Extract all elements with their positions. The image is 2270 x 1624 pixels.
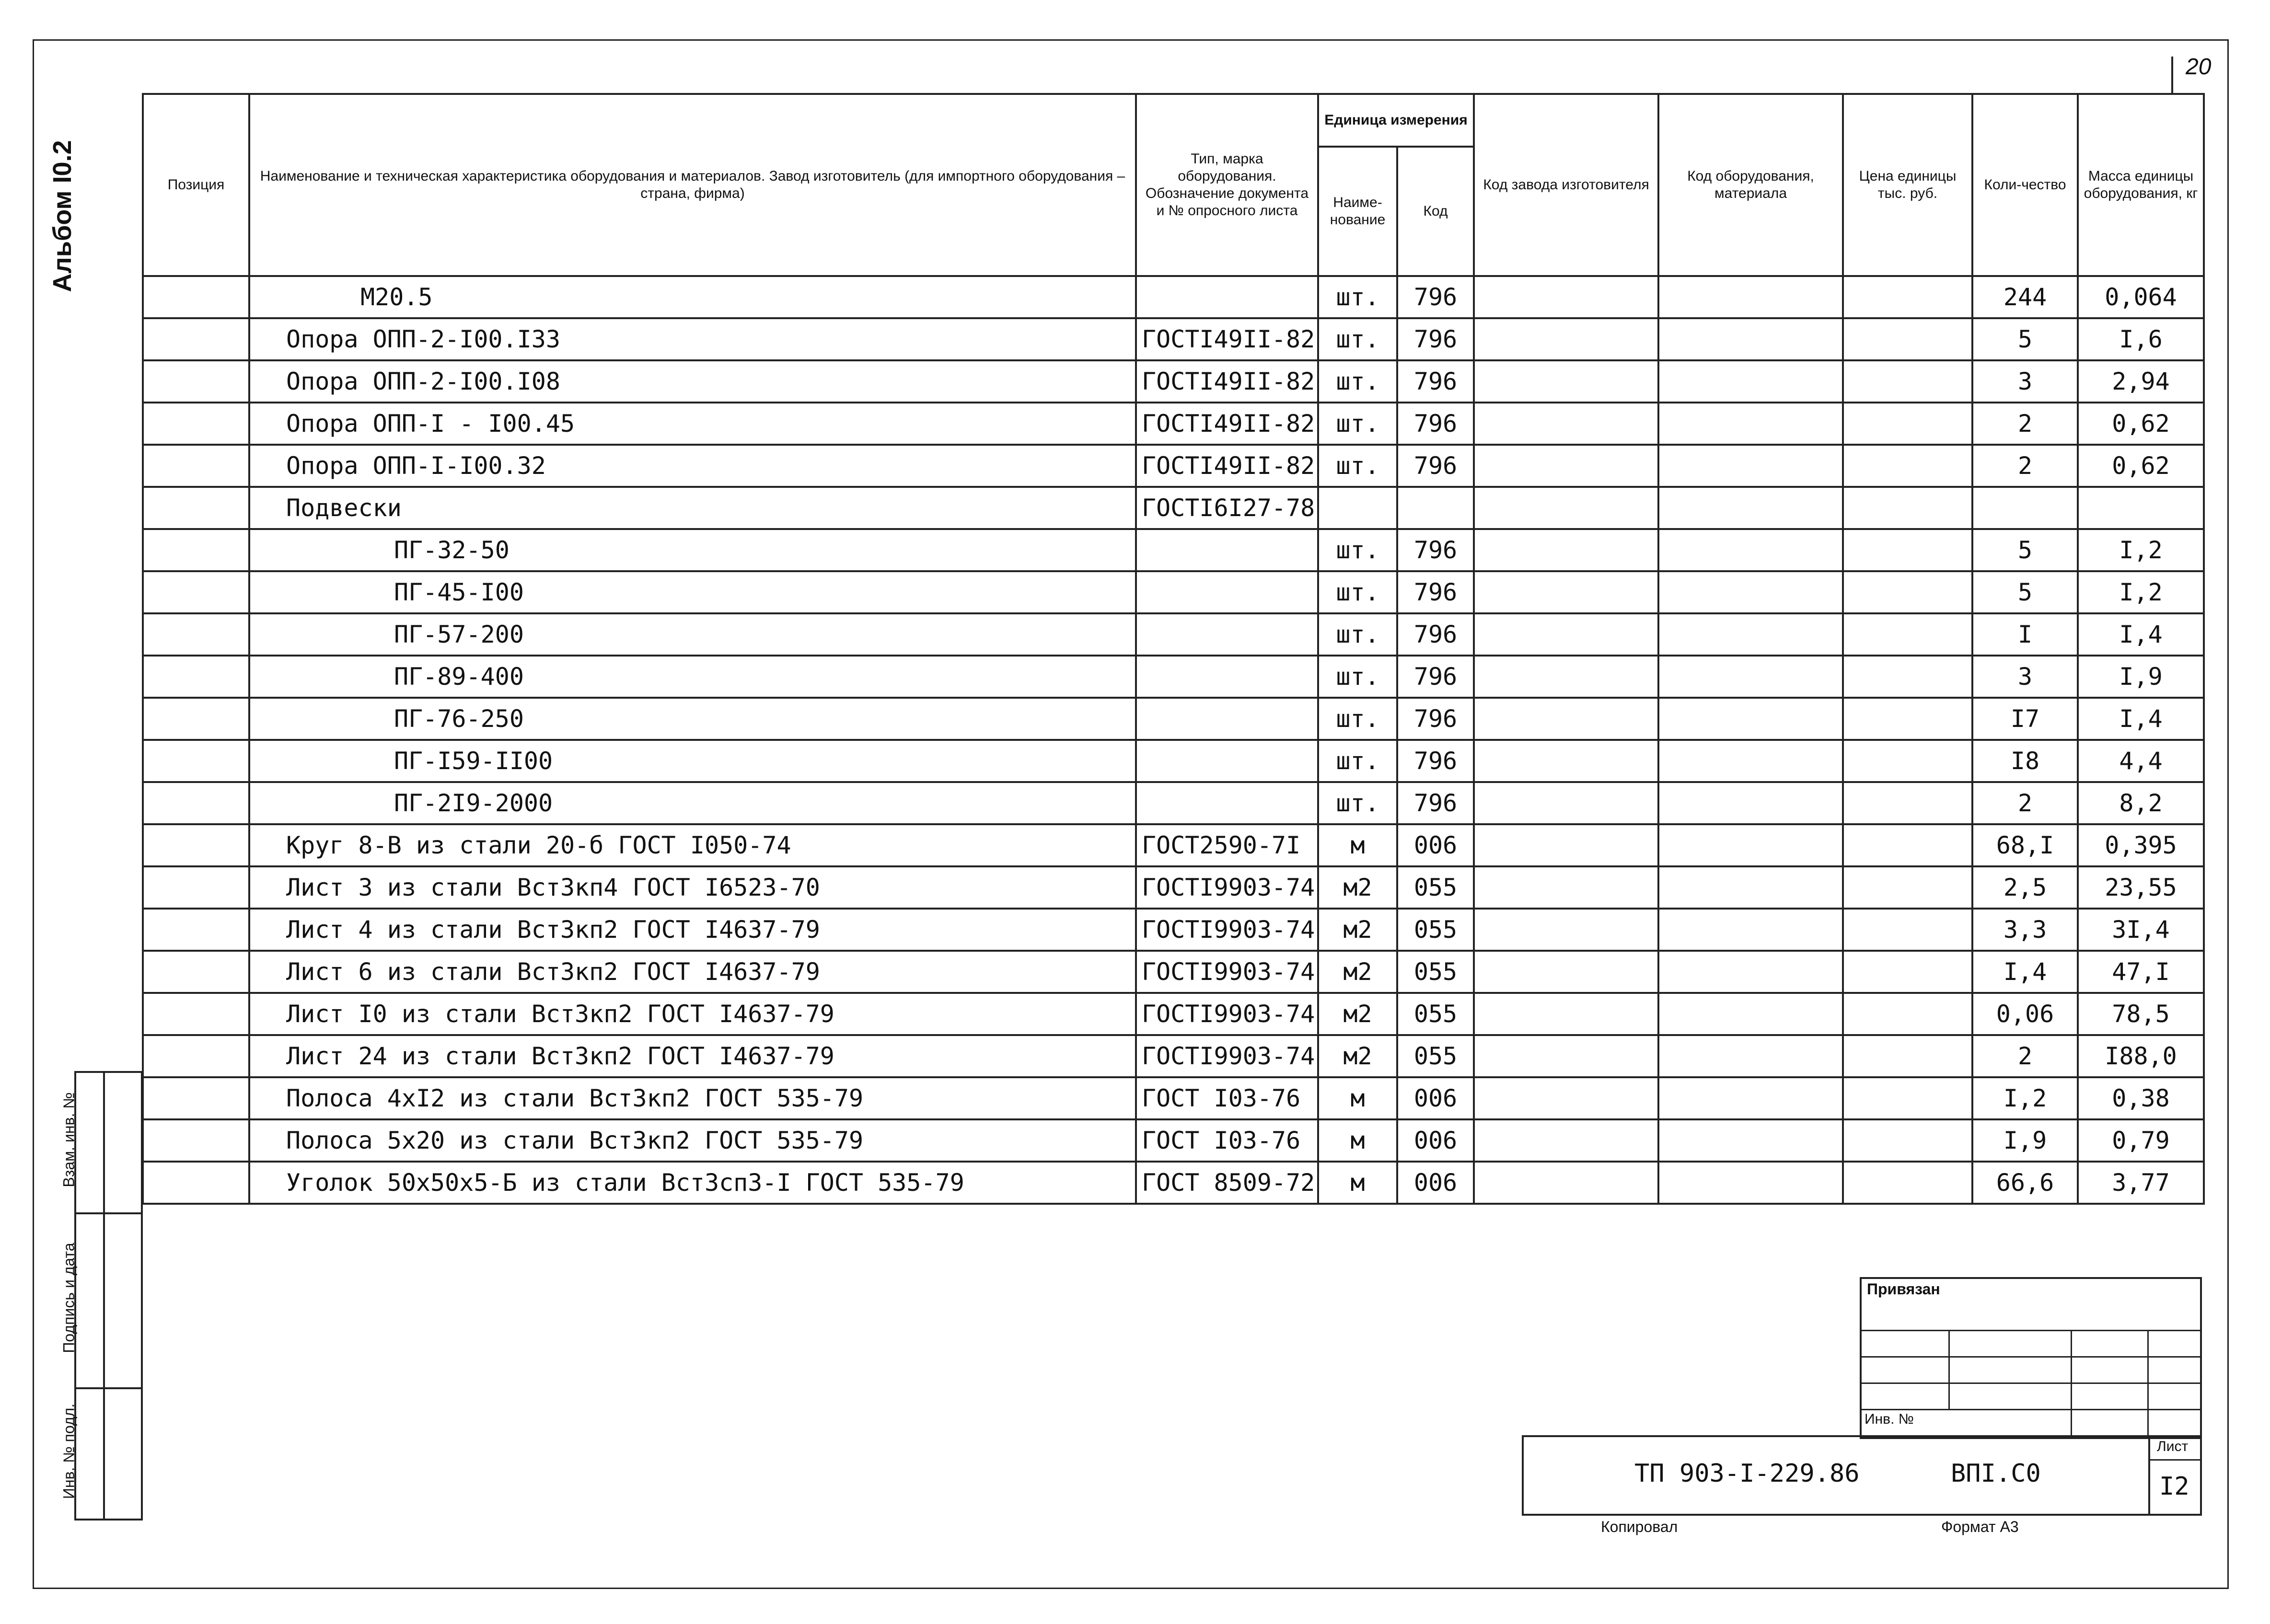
cell-unit: м <box>1318 1162 1397 1204</box>
cell-qty: 2 <box>1972 403 2078 445</box>
cell-plant-code <box>1474 698 1658 740</box>
cell-type: ГОСТI9903-74 <box>1136 951 1318 993</box>
cell-equip-code <box>1658 445 1843 487</box>
cell-position <box>143 445 249 487</box>
cell-name: ПГ-57-200 <box>249 613 1136 656</box>
cell-qty: 66,6 <box>1972 1162 2078 1204</box>
table-row <box>143 909 2204 951</box>
cell-unit: шт. <box>1318 656 1397 698</box>
header-unit-name: Наиме-нование <box>1318 147 1397 276</box>
table-row <box>143 403 2204 445</box>
cell-unit: шт. <box>1318 782 1397 824</box>
cell-qty: 2 <box>1972 1035 2078 1077</box>
cell-unit-code: 796 <box>1397 318 1474 360</box>
cell-unit: шт. <box>1318 613 1397 656</box>
cell-plant-code <box>1474 1119 1658 1162</box>
cell-plant-code <box>1474 1035 1658 1077</box>
cell-qty: 68,I <box>1972 824 2078 866</box>
table-row <box>143 276 2204 318</box>
cell-price <box>1843 824 1972 866</box>
cell-price <box>1843 909 1972 951</box>
cell-type <box>1136 698 1318 740</box>
table-row <box>143 613 2204 656</box>
table-row <box>143 445 2204 487</box>
cell-price <box>1843 360 1972 403</box>
table-row <box>143 740 2204 782</box>
cell-equip-code <box>1658 1119 1843 1162</box>
cell-unit: м2 <box>1318 1035 1397 1077</box>
cell-position <box>143 740 249 782</box>
cell-type <box>1136 782 1318 824</box>
cell-plant-code <box>1474 403 1658 445</box>
cell-plant-code <box>1474 529 1658 571</box>
cell-qty: 2 <box>1972 445 2078 487</box>
cell-name: Лист 24 из стали ВстЗкп2 ГОСТ I4637-79 <box>249 1035 1136 1077</box>
table-row <box>143 487 2204 529</box>
cell-price <box>1843 1035 1972 1077</box>
cell-unit: шт. <box>1318 740 1397 782</box>
cell-name: Опора ОПП-I-I00.32 <box>249 445 1136 487</box>
cell-price <box>1843 1077 1972 1119</box>
stamp-grid-h1 <box>1860 1330 2200 1331</box>
cell-qty: 2,5 <box>1972 866 2078 909</box>
cell-mass: I,4 <box>2078 698 2204 740</box>
cell-qty: 5 <box>1972 529 2078 571</box>
cell-position <box>143 824 249 866</box>
cell-unit-code: 006 <box>1397 824 1474 866</box>
table-row <box>143 993 2204 1035</box>
cell-position <box>143 403 249 445</box>
cell-plant-code <box>1474 740 1658 782</box>
cell-type: ГОСТI49II-82 <box>1136 360 1318 403</box>
cell-qty: I8 <box>1972 740 2078 782</box>
cell-price <box>1843 740 1972 782</box>
page-number: 20 <box>2186 54 2212 80</box>
cell-plant-code <box>1474 360 1658 403</box>
cell-plant-code <box>1474 909 1658 951</box>
cell-mass: 2,94 <box>2078 360 2204 403</box>
cell-unit-code: 796 <box>1397 613 1474 656</box>
cell-plant-code <box>1474 993 1658 1035</box>
side-hline-1 <box>74 1212 141 1214</box>
header-type: Тип, марка оборудования. Обозначение документа и № опросного листа <box>1136 94 1318 276</box>
cell-position <box>143 1162 249 1204</box>
cell-type: ГОСТ I03-76 <box>1136 1119 1318 1162</box>
cell-type: ГОСТI49II-82 <box>1136 403 1318 445</box>
cell-unit: м2 <box>1318 993 1397 1035</box>
cell-mass: 3,77 <box>2078 1162 2204 1204</box>
cell-name: ПГ-76-250 <box>249 698 1136 740</box>
cell-plant-code <box>1474 951 1658 993</box>
cell-position <box>143 571 249 613</box>
cell-name: ПГ-89-400 <box>249 656 1136 698</box>
cell-unit-code: 796 <box>1397 445 1474 487</box>
header-unit-code: Код <box>1397 147 1474 276</box>
cell-qty: 244 <box>1972 276 2078 318</box>
cell-equip-code <box>1658 740 1843 782</box>
cell-unit-code: 796 <box>1397 529 1474 571</box>
cell-qty: I,9 <box>1972 1119 2078 1162</box>
table-row <box>143 698 2204 740</box>
cell-unit: м <box>1318 1077 1397 1119</box>
cell-type: ГОСТI9903-74 <box>1136 1035 1318 1077</box>
side-hline-2 <box>74 1387 141 1389</box>
cell-name: Лист 6 из стали ВстЗкп2 ГОСТ I4637-79 <box>249 951 1136 993</box>
stamp-sheet-label: Лист <box>2157 1439 2189 1454</box>
cell-plant-code <box>1474 1162 1658 1204</box>
cell-unit: шт. <box>1318 403 1397 445</box>
cell-equip-code <box>1658 276 1843 318</box>
cell-position <box>143 487 249 529</box>
stamp-grid-h4 <box>1860 1409 2200 1410</box>
cell-qty: I,2 <box>1972 1077 2078 1119</box>
cell-equip-code <box>1658 656 1843 698</box>
cell-equip-code <box>1658 782 1843 824</box>
cell-name: Лист I0 из стали ВстЗкп2 ГОСТ I4637-79 <box>249 993 1136 1035</box>
cell-unit-code: 055 <box>1397 866 1474 909</box>
cell-position <box>143 656 249 698</box>
cell-mass: 0,79 <box>2078 1119 2204 1162</box>
cell-type: ГОСТI49II-82 <box>1136 318 1318 360</box>
cell-price <box>1843 866 1972 909</box>
cell-price <box>1843 529 1972 571</box>
cell-mass: I,4 <box>2078 613 2204 656</box>
cell-mass: 47,I <box>2078 951 2204 993</box>
cell-type <box>1136 740 1318 782</box>
cell-unit-code <box>1397 487 1474 529</box>
stamp-mark: ВПI.С0 <box>1951 1459 2041 1488</box>
header-equip-code: Код оборудования, материала <box>1658 94 1843 276</box>
cell-equip-code <box>1658 824 1843 866</box>
cell-price <box>1843 445 1972 487</box>
cell-price <box>1843 487 1972 529</box>
cell-price <box>1843 1162 1972 1204</box>
cell-position <box>143 1035 249 1077</box>
cell-equip-code <box>1658 613 1843 656</box>
cell-qty: 5 <box>1972 571 2078 613</box>
cell-unit: м <box>1318 824 1397 866</box>
cell-equip-code <box>1658 571 1843 613</box>
cell-unit-code: 796 <box>1397 571 1474 613</box>
cell-unit-code: 055 <box>1397 909 1474 951</box>
cell-plant-code <box>1474 276 1658 318</box>
table-row <box>143 1035 2204 1077</box>
cell-unit-code: 006 <box>1397 1162 1474 1204</box>
stamp-title-box <box>1522 1435 2202 1516</box>
stamp-inv-no-label: Инв. № <box>1865 1411 1914 1427</box>
cell-name: ПГ-2I9-2000 <box>249 782 1136 824</box>
cell-mass <box>2078 487 2204 529</box>
cell-equip-code <box>1658 993 1843 1035</box>
cell-plant-code <box>1474 656 1658 698</box>
cell-type <box>1136 656 1318 698</box>
cell-qty: I <box>1972 613 2078 656</box>
specification-table <box>142 93 2205 1205</box>
table-row <box>143 782 2204 824</box>
cell-name: Полоса 5х20 из стали ВстЗкп2 ГОСТ 535-79 <box>249 1119 1136 1162</box>
stamp-sheet-divider <box>2148 1435 2150 1514</box>
cell-name: Лист 4 из стали ВстЗкп2 ГОСТ I4637-79 <box>249 909 1136 951</box>
cell-mass: 0,38 <box>2078 1077 2204 1119</box>
cell-name: Круг 8-В из стали 20-б ГОСТ I050-74 <box>249 824 1136 866</box>
cell-unit: шт. <box>1318 318 1397 360</box>
table-row <box>143 656 2204 698</box>
header-qty: Коли-чество <box>1972 94 2078 276</box>
cell-price <box>1843 1119 1972 1162</box>
cell-unit-code: 006 <box>1397 1077 1474 1119</box>
table-row <box>143 571 2204 613</box>
table-row <box>143 360 2204 403</box>
cell-price <box>1843 656 1972 698</box>
side-divider <box>103 1071 105 1519</box>
cell-equip-code <box>1658 1162 1843 1204</box>
cell-equip-code <box>1658 360 1843 403</box>
cell-qty: 3 <box>1972 360 2078 403</box>
cell-price <box>1843 571 1972 613</box>
header-position: Позиция <box>143 94 249 276</box>
cell-type: ГОСТI9903-74 <box>1136 866 1318 909</box>
cell-equip-code <box>1658 698 1843 740</box>
cell-equip-code <box>1658 529 1843 571</box>
cell-position <box>143 613 249 656</box>
cell-plant-code <box>1474 487 1658 529</box>
cell-name: ПГ-I59-II00 <box>249 740 1136 782</box>
cell-mass: 8,2 <box>2078 782 2204 824</box>
stamp-kopiroval: Копировал <box>1601 1518 1678 1535</box>
cell-position <box>143 1077 249 1119</box>
cell-unit-code: 796 <box>1397 782 1474 824</box>
cell-position <box>143 866 249 909</box>
stamp-sheet-hline <box>2148 1459 2200 1461</box>
cell-price <box>1843 403 1972 445</box>
cell-equip-code <box>1658 866 1843 909</box>
cell-mass: 3I,4 <box>2078 909 2204 951</box>
album-label: Альбом I0.2 <box>48 140 77 292</box>
cell-type: ГОСТ2590-7I <box>1136 824 1318 866</box>
cell-position <box>143 698 249 740</box>
cell-position <box>143 529 249 571</box>
cell-price <box>1843 318 1972 360</box>
cell-mass: I,6 <box>2078 318 2204 360</box>
cell-unit-code: 796 <box>1397 740 1474 782</box>
cell-price <box>1843 782 1972 824</box>
cell-qty: 5 <box>1972 318 2078 360</box>
stamp-grid-v3 <box>2147 1330 2149 1435</box>
cell-unit: м2 <box>1318 866 1397 909</box>
cell-plant-code <box>1474 824 1658 866</box>
cell-plant-code <box>1474 1077 1658 1119</box>
cell-type <box>1136 613 1318 656</box>
cell-price <box>1843 698 1972 740</box>
header-name: Наименование и техническая характеристика оборудования и материалов. Завод изготовитель (для импортного оборудования – страна, фирма) <box>249 94 1136 276</box>
cell-unit-code: 796 <box>1397 403 1474 445</box>
cell-type: ГОСТ 8509-72 <box>1136 1162 1318 1204</box>
cell-unit-code: 055 <box>1397 1035 1474 1077</box>
cell-type: ГОСТI6I27-78 <box>1136 487 1318 529</box>
cell-position <box>143 318 249 360</box>
stamp-grid-v2 <box>2071 1330 2072 1435</box>
stamp-grid-h2 <box>1860 1356 2200 1358</box>
cell-unit: м2 <box>1318 951 1397 993</box>
stamp-grid-v1 <box>1948 1330 1950 1409</box>
cell-equip-code <box>1658 1035 1843 1077</box>
cell-type: ГОСТI9903-74 <box>1136 993 1318 1035</box>
cell-name: Лист 3 из стали ВстЗкп4 ГОСТ I6523-70 <box>249 866 1136 909</box>
cell-name: ПГ-45-I00 <box>249 571 1136 613</box>
cell-price <box>1843 613 1972 656</box>
header-price: Цена единицы тыс. руб. <box>1843 94 1972 276</box>
cell-type <box>1136 529 1318 571</box>
cell-type: ГОСТI49II-82 <box>1136 445 1318 487</box>
cell-mass: 4,4 <box>2078 740 2204 782</box>
cell-type: ГОСТ I03-76 <box>1136 1077 1318 1119</box>
side-label-vzam: Взам. инв. № <box>60 1092 78 1187</box>
cell-price <box>1843 993 1972 1035</box>
cell-price <box>1843 951 1972 993</box>
cell-equip-code <box>1658 1077 1843 1119</box>
cell-mass: 0,064 <box>2078 276 2204 318</box>
side-label-inv-podl: Инв. № подл. <box>60 1403 78 1499</box>
cell-mass: 0,62 <box>2078 445 2204 487</box>
cell-qty: 2 <box>1972 782 2078 824</box>
cell-type <box>1136 571 1318 613</box>
cell-unit: шт. <box>1318 529 1397 571</box>
cell-unit-code: 006 <box>1397 1119 1474 1162</box>
cell-name: Полоса 4хI2 из стали ВстЗкп2 ГОСТ 535-79 <box>249 1077 1136 1119</box>
cell-position <box>143 276 249 318</box>
cell-unit: м <box>1318 1119 1397 1162</box>
cell-name: Уголок 50х50х5-Б из стали ВстЗсп3-I ГОСТ 535-79 <box>249 1162 1136 1204</box>
table-row <box>143 866 2204 909</box>
cell-unit: м2 <box>1318 909 1397 951</box>
cell-plant-code <box>1474 866 1658 909</box>
stamp-sheet-number: I2 <box>2159 1472 2189 1501</box>
cell-position <box>143 993 249 1035</box>
cell-position <box>143 1119 249 1162</box>
stamp-format: Формат А3 <box>1941 1518 2019 1535</box>
table-row <box>143 951 2204 993</box>
cell-mass: 23,55 <box>2078 866 2204 909</box>
cell-mass: I,2 <box>2078 571 2204 613</box>
cell-type <box>1136 276 1318 318</box>
cell-mass: 78,5 <box>2078 993 2204 1035</box>
cell-equip-code <box>1658 951 1843 993</box>
cell-name: M20.5 <box>249 276 1136 318</box>
table-row <box>143 1162 2204 1204</box>
table-row <box>143 1077 2204 1119</box>
cell-unit: шт. <box>1318 276 1397 318</box>
cell-name: Опора ОПП-2-I00.I33 <box>249 318 1136 360</box>
table-row <box>143 318 2204 360</box>
cell-mass: 0,62 <box>2078 403 2204 445</box>
cell-equip-code <box>1658 487 1843 529</box>
cell-position <box>143 909 249 951</box>
table-row <box>143 529 2204 571</box>
cell-unit-code: 796 <box>1397 698 1474 740</box>
cell-mass: I88,0 <box>2078 1035 2204 1077</box>
header-plant-code: Код завода изготовителя <box>1474 94 1658 276</box>
cell-price <box>1843 276 1972 318</box>
cell-equip-code <box>1658 318 1843 360</box>
header-mass: Масса единицы оборудования, кг <box>2078 94 2204 276</box>
cell-name: ПГ-32-50 <box>249 529 1136 571</box>
cell-unit-code: 796 <box>1397 656 1474 698</box>
cell-plant-code <box>1474 445 1658 487</box>
cell-unit-code: 796 <box>1397 276 1474 318</box>
cell-qty: I,4 <box>1972 951 2078 993</box>
cell-unit: шт. <box>1318 445 1397 487</box>
cell-plant-code <box>1474 318 1658 360</box>
side-stamp <box>74 1071 143 1520</box>
cell-unit: шт. <box>1318 360 1397 403</box>
cell-mass: 0,395 <box>2078 824 2204 866</box>
table-row <box>143 824 2204 866</box>
cell-unit-code: 796 <box>1397 360 1474 403</box>
cell-equip-code <box>1658 403 1843 445</box>
cell-mass: I,9 <box>2078 656 2204 698</box>
cell-position <box>143 951 249 993</box>
header-unit-group: Единица измерения <box>1318 94 1474 147</box>
cell-unit <box>1318 487 1397 529</box>
cell-plant-code <box>1474 571 1658 613</box>
cell-name: Опора ОПП-2-I00.I08 <box>249 360 1136 403</box>
cell-unit: шт. <box>1318 698 1397 740</box>
cell-qty <box>1972 487 2078 529</box>
cell-unit-code: 055 <box>1397 993 1474 1035</box>
stamp-privyazan-label: Привязан <box>1867 1280 1940 1298</box>
cell-plant-code <box>1474 613 1658 656</box>
stamp-doc-code: ТП 903-I-229.86 <box>1634 1459 1860 1488</box>
side-label-podpis: Подпись и дата <box>60 1243 78 1353</box>
cell-qty: I7 <box>1972 698 2078 740</box>
cell-name: Опора ОПП-I - I00.45 <box>249 403 1136 445</box>
cell-equip-code <box>1658 909 1843 951</box>
cell-position <box>143 782 249 824</box>
cell-qty: 3,3 <box>1972 909 2078 951</box>
cell-position <box>143 360 249 403</box>
cell-qty: 3 <box>1972 656 2078 698</box>
table-row <box>143 1119 2204 1162</box>
cell-type: ГОСТI9903-74 <box>1136 909 1318 951</box>
cell-plant-code <box>1474 782 1658 824</box>
cell-qty: 0,06 <box>1972 993 2078 1035</box>
cell-unit-code: 055 <box>1397 951 1474 993</box>
cell-name: Подвески <box>249 487 1136 529</box>
stamp-grid-h3 <box>1860 1382 2200 1384</box>
cell-mass: I,2 <box>2078 529 2204 571</box>
cell-unit: шт. <box>1318 571 1397 613</box>
